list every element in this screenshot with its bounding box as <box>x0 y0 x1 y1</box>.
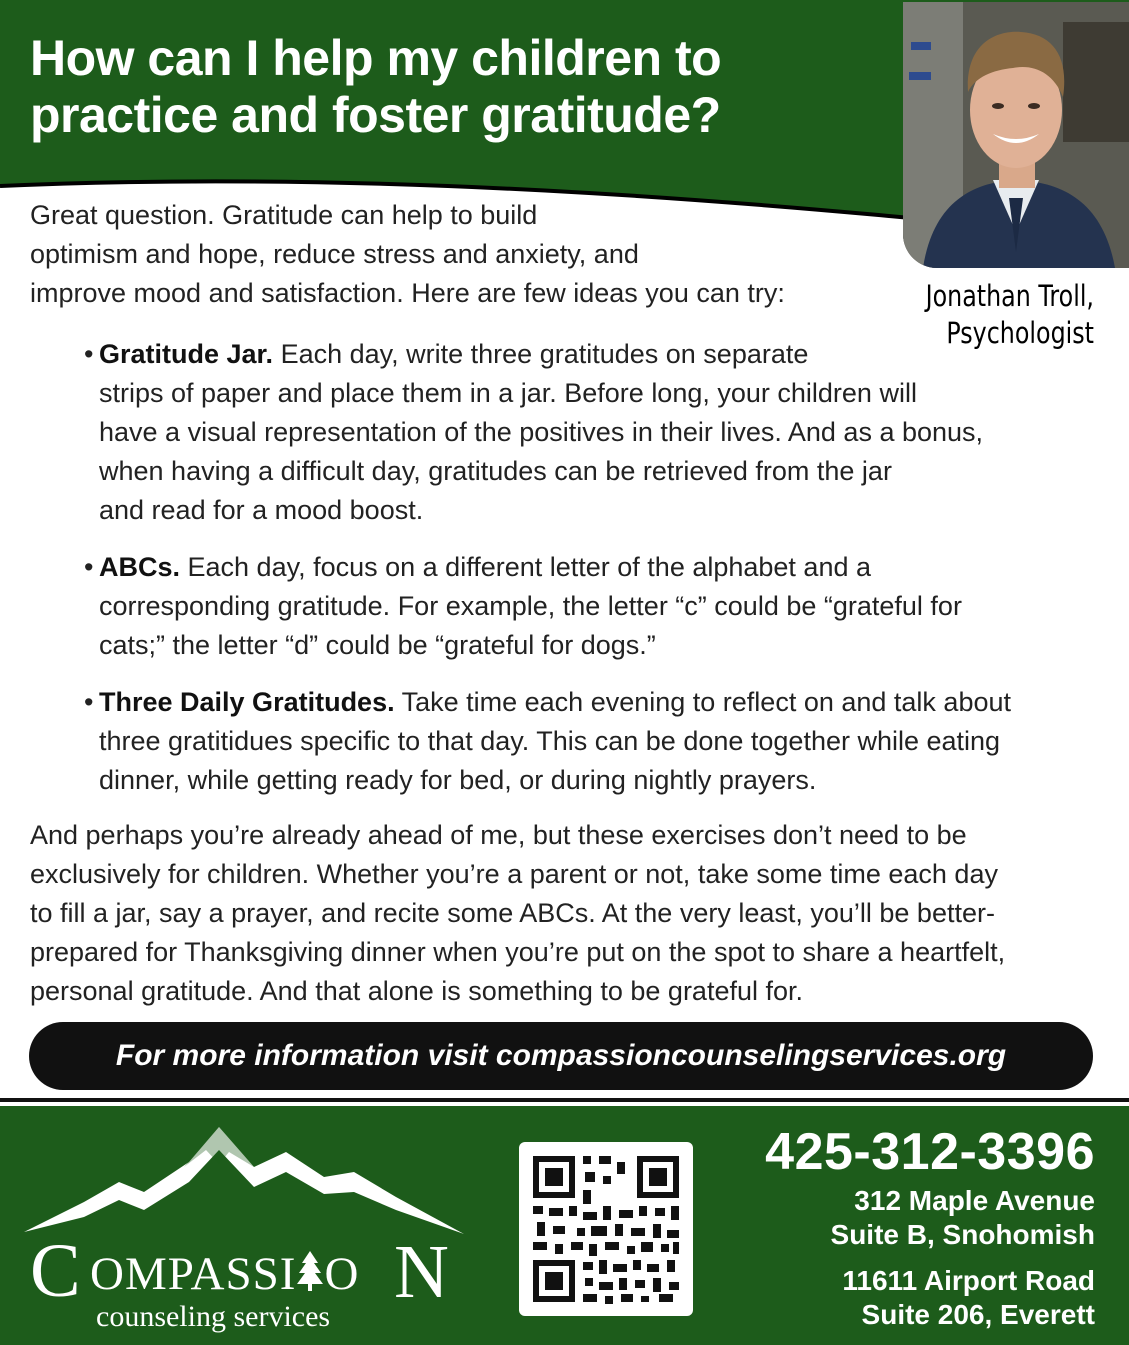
bullet: • <box>84 687 94 717</box>
tip-first-line <box>99 548 1114 587</box>
tip-line: cats;” the letter “d” could be “grateful for dogs.” <box>99 630 656 660</box>
address-line: Suite B, Snohomish <box>830 1219 1095 1250</box>
bullet: • <box>84 552 94 582</box>
logo-text: OMPASSI <box>90 1248 297 1300</box>
closing-line: personal gratitude. And that alone is something to be grateful for. <box>30 976 804 1006</box>
logo-initial: C <box>30 1229 81 1313</box>
closing-paragraph <box>30 816 1110 1011</box>
intro-line: improve mood and satisfaction. Here are few ideas you can try: <box>30 278 785 308</box>
website-link-banner[interactable] <box>29 1022 1093 1090</box>
tip-abcs <box>84 548 1114 665</box>
tip-title: ABCs. <box>99 552 181 582</box>
tip-line: dinner, while getting ready for bed, or during nightly prayers. <box>99 765 817 795</box>
address-line: 312 Maple Avenue <box>854 1185 1095 1216</box>
mountains-logo-icon <box>24 1122 464 1242</box>
tip-line: and read for a mood boost. <box>99 495 424 525</box>
logo-wordmark <box>90 1249 359 1299</box>
pine-tree-icon <box>296 1251 324 1291</box>
footer <box>0 1102 1129 1345</box>
tip-first-line <box>99 335 1114 374</box>
page-title: How can I help my children to practice and foster gratitude? <box>30 30 722 143</box>
website-link-text[interactable]: For more information visit compassioncounselingservices.org <box>115 1039 1007 1072</box>
tip-text: Take time each evening to reflect on and talk about <box>394 687 1011 717</box>
logo-final: N <box>394 1230 449 1314</box>
intro-paragraph <box>30 196 890 313</box>
author-name: Jonathan Troll, <box>925 279 1094 313</box>
tip-line: strips of paper and place them in a jar. Before long, your children will <box>99 378 917 408</box>
tip-text: Each day, focus on a different letter of the alphabet and a <box>180 552 871 582</box>
address-line: Suite 206, Everett <box>861 1299 1095 1330</box>
tip-first-line <box>99 683 1114 722</box>
address-everett <box>842 1264 1095 1332</box>
qr-code-icon[interactable] <box>519 1142 693 1316</box>
tips-list <box>84 335 1114 818</box>
author-photo <box>903 2 1129 268</box>
tip-line: corresponding gratitude. For example, the letter “c” could be “grateful for <box>99 591 962 621</box>
tip-line: have a visual representation of the positives in their lives. And as a bonus, <box>99 417 984 447</box>
logo-subtitle: counseling services <box>96 1300 331 1333</box>
closing-line: exclusively for children. Whether you’re a parent or not, take some time each day <box>30 859 998 889</box>
tip-three-daily-gratitudes <box>84 683 1114 800</box>
tip-line: when having a difficult day, gratitudes can be retrieved from the jar <box>99 456 892 486</box>
intro-line: Great question. Gratitude can help to build <box>30 200 538 230</box>
tip-title: Three Daily Gratitudes. <box>99 687 395 717</box>
address-line: 11611 Airport Road <box>842 1265 1095 1296</box>
closing-line: to fill a jar, say a prayer, and recite some ABCs. At the very least, you’ll be better- <box>30 898 995 928</box>
address-snohomish <box>831 1184 1095 1252</box>
phone-number[interactable]: 425-312-3396 <box>765 1123 1095 1181</box>
closing-line: prepared for Thanksgiving dinner when you’re put on the spot to share a heartfelt, <box>30 937 1006 967</box>
tip-gratitude-jar <box>84 335 1114 530</box>
tip-text: Each day, write three gratitudes on separate <box>273 339 809 369</box>
closing-line: And perhaps you’re already ahead of me, but these exercises don’t need to be <box>30 820 967 850</box>
tip-line: three gratitidues specific to that day. This can be done together while eating <box>99 726 1001 756</box>
bullet: • <box>84 339 94 369</box>
intro-line: optimism and hope, reduce stress and anxiety, and <box>30 239 639 269</box>
logo-text: O <box>324 1248 360 1300</box>
author-title: Psychologist <box>946 316 1094 350</box>
tip-title: Gratitude Jar. <box>99 339 274 369</box>
